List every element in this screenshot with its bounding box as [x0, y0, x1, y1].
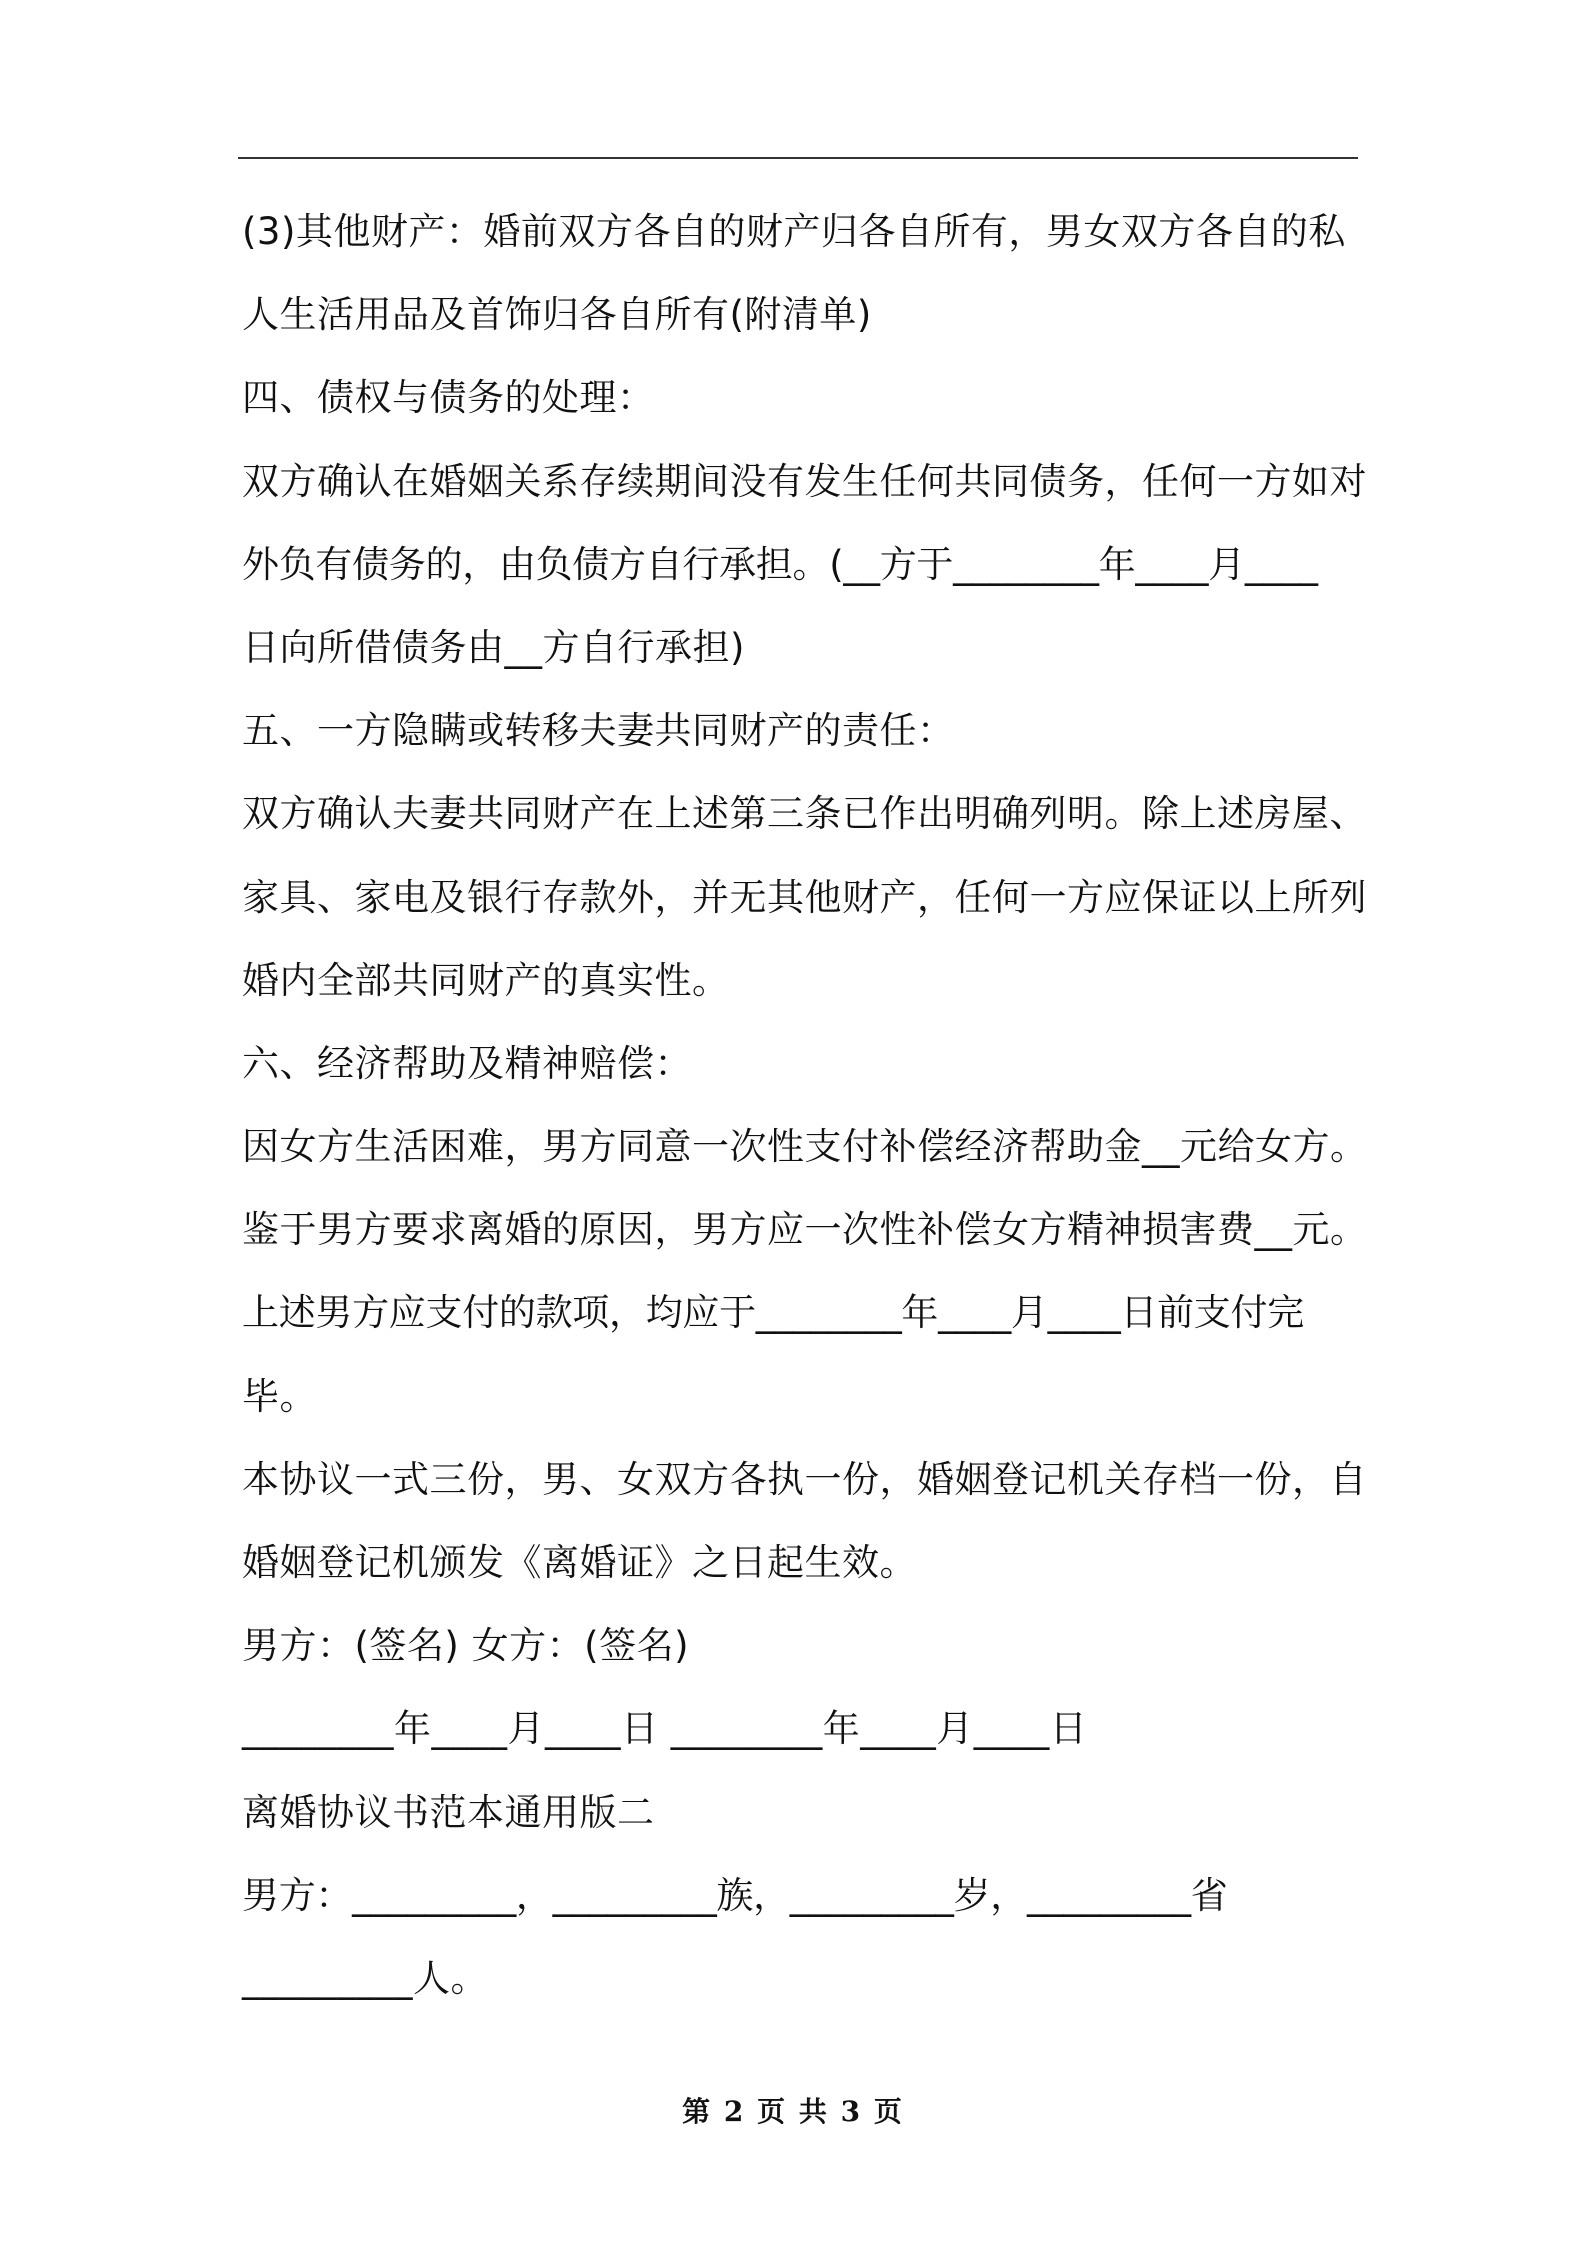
- date-line: ________年____月____日 ________年____月____日: [242, 1707, 1088, 1751]
- paragraph-line: 外负有债务的，由负债方自行承担。(__方于________年____月____: [242, 542, 1318, 586]
- section-heading: 四、债权与债务的处理：: [242, 376, 655, 420]
- header-divider: [238, 157, 1358, 159]
- paragraph-line: 家具、家电及银行存款外，并无其他财产，任何一方应保证以上所列: [242, 875, 1367, 919]
- paragraph-line: 婚姻登记机颁发《离婚证》之日起生效。: [242, 1541, 917, 1584]
- party-info-line: 男方：_________，_________族，_________岁，_________省: [242, 1873, 1228, 1917]
- paragraph-line: 本协议一式三份，男、女双方各执一份，婚姻登记机关存档一份，自: [242, 1457, 1367, 1501]
- paragraph-line: 日向所借债务由__方自行承担): [242, 625, 745, 669]
- paragraph-line: 双方确认在婚姻关系存续期间没有发生任何共同债务，任何一方如对: [242, 459, 1367, 503]
- paragraph-line: 婚内全部共同财产的真实性。: [242, 958, 730, 1002]
- section-title: 离婚协议书范本通用版二: [242, 1790, 655, 1834]
- paragraph-line: (3)其他财产：婚前双方各自的财产归各自所有，男女双方各自的私: [242, 210, 1346, 253]
- paragraph-line: 人生活用品及首饰归各自所有(附清单): [242, 293, 872, 337]
- document-body: [242, 190, 1368, 2020]
- paragraph-line: 毕。: [242, 1374, 317, 1418]
- paragraph-line: 上述男方应支付的款项，均应于________年____月____日前支付完: [242, 1291, 1304, 1335]
- paragraph-line: 因女方生活困难，男方同意一次性支付补偿经济帮助金__元给女方。: [242, 1125, 1368, 1169]
- paragraph-line: 鉴于男方要求离婚的原因，男方应一次性补偿女方精神损害费__元。: [242, 1208, 1368, 1252]
- page-number: 第 2 页 共 3 页: [682, 2095, 904, 2128]
- section-heading: 六、经济帮助及精神赔偿：: [242, 1041, 692, 1085]
- party-info-line: _________人。: [242, 1956, 488, 2000]
- paragraph-line: 双方确认夫妻共同财产在上述第三条已作出明确列明。除上述房屋、: [242, 792, 1367, 836]
- section-heading: 五、一方隐瞒或转移夫妻共同财产的责任：: [242, 709, 955, 753]
- signature-line: 男方：(签名) 女方：(签名): [242, 1624, 690, 1668]
